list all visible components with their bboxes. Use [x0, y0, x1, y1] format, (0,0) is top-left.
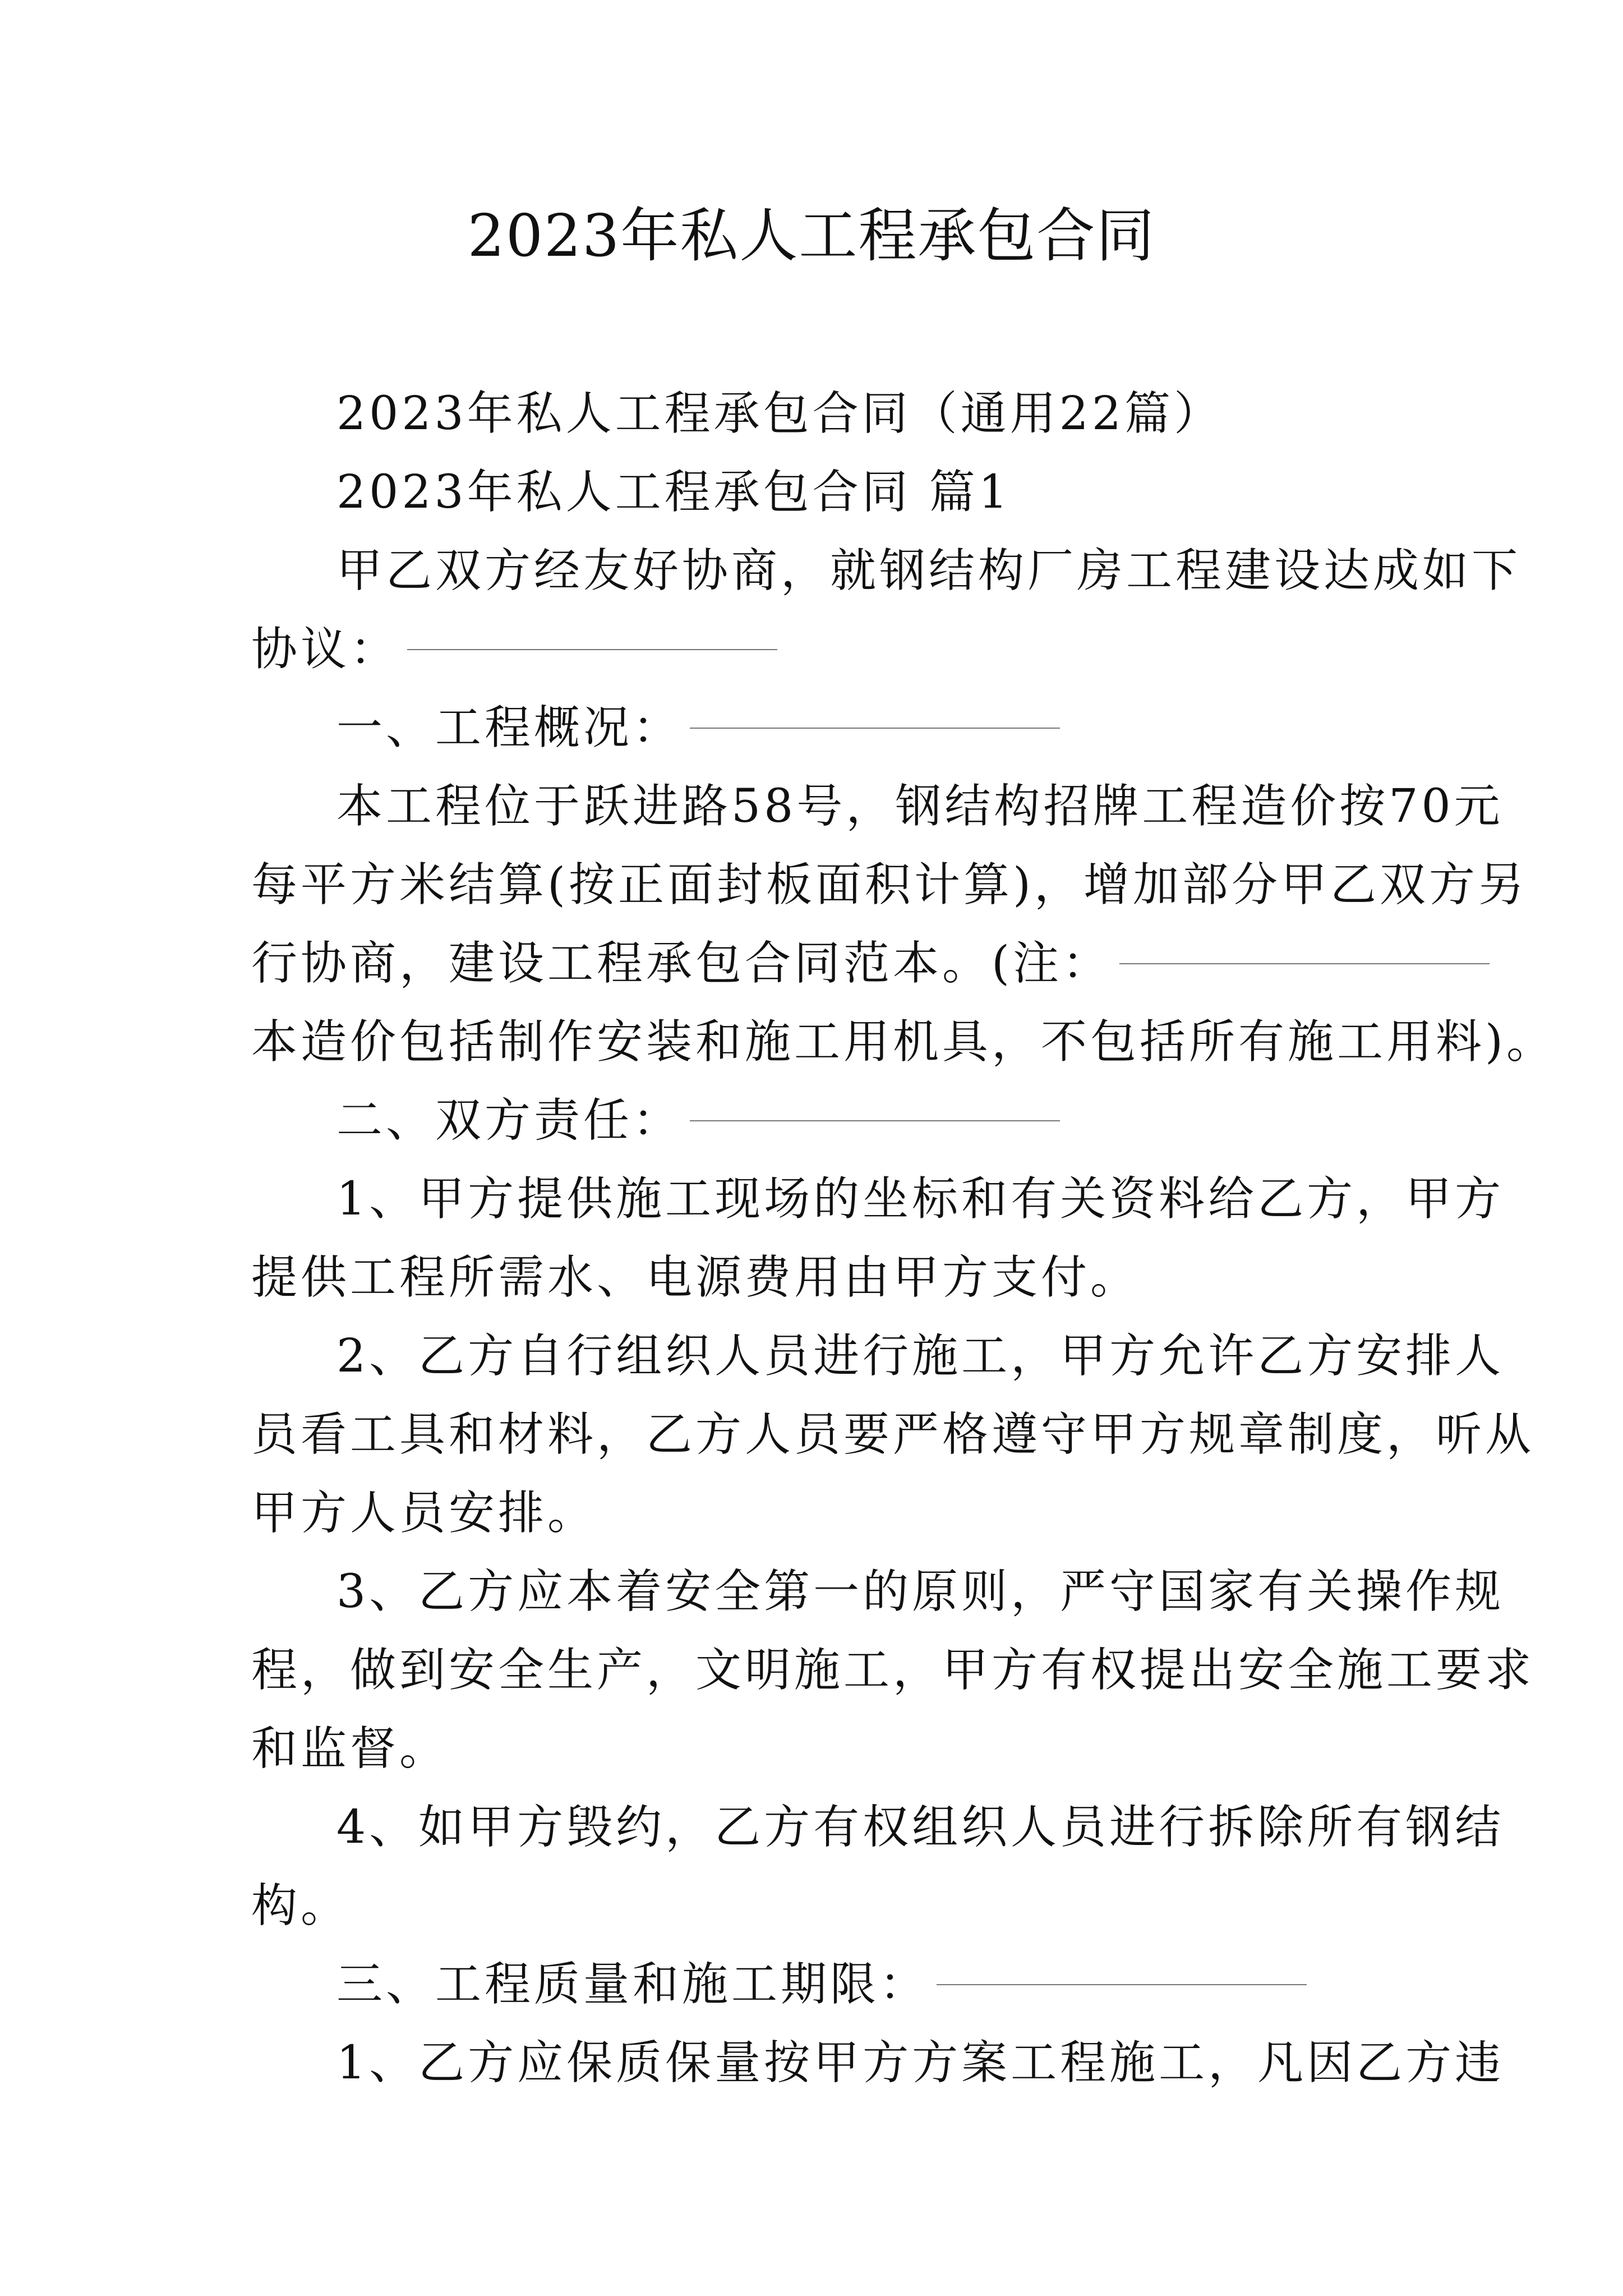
document-title: 2023年私人工程承包合同	[467, 201, 1156, 270]
fill-in-blank	[937, 1983, 1307, 1985]
fill-in-blank	[407, 648, 777, 650]
paragraph-line	[251, 1239, 1384, 1317]
line-text: 三、工程质量和施工期限：	[336, 1958, 929, 2011]
line-text: 3、乙方应本着安全第一的原则，严守国家有关操作规	[336, 1565, 1505, 1618]
line-text: 和监督。	[251, 1722, 449, 1775]
fill-in-blank	[690, 726, 1060, 729]
paragraph-line	[251, 1788, 1505, 1867]
paragraph-line	[251, 1710, 1384, 1788]
line-text: 2、乙方自行组织人员进行施工，甲方允许乙方安排人	[336, 1329, 1505, 1383]
paragraph-line	[251, 1317, 1505, 1396]
line-text: 提供工程所需水、电源费用由甲方支付。	[251, 1251, 1140, 1304]
paragraph-line	[251, 1553, 1505, 1631]
line-text: 程，做到安全生产，文明施工，甲方有权提出安全施工要求	[251, 1644, 1535, 1697]
paragraph-line	[251, 1160, 1505, 1239]
line-text: 构。	[251, 1879, 351, 1932]
paragraph-line	[251, 453, 1384, 532]
paragraph-line	[251, 1945, 1384, 2024]
paragraph-line	[251, 1003, 1556, 1082]
line-text: 2023年私人工程承包合同 篇1	[336, 466, 1011, 519]
line-text: 员看工具和材料，乙方人员要严格遵守甲方规章制度，听从	[251, 1408, 1535, 1461]
paragraph-line	[251, 1082, 1384, 1160]
paragraph-line	[251, 689, 1384, 767]
line-text: 行协商，建设工程承包合同范本。(注：	[251, 937, 1112, 990]
paragraph-line	[251, 1474, 1384, 1553]
line-text: 1、甲方提供施工现场的坐标和有关资料给乙方，甲方	[336, 1172, 1505, 1226]
line-text: 2023年私人工程承包合同（通用22篇）	[336, 387, 1224, 440]
line-text: 一、工程概况：	[336, 701, 683, 754]
paragraph-line	[251, 375, 1384, 453]
paragraph-line	[251, 846, 1528, 924]
paragraph-line	[251, 1631, 1535, 1710]
fill-in-blank	[1119, 962, 1490, 964]
fill-in-blank	[690, 1119, 1060, 1121]
line-text: 本工程位于跃进路58号，钢结构招牌工程造价按70元	[336, 780, 1504, 833]
paragraph-line	[251, 1867, 1384, 1945]
line-text: 4、如甲方毁约，乙方有权组织人员进行拆除所有钢结	[336, 1801, 1505, 1854]
line-text: 1、乙方应保质保量按甲方方案工程施工，凡因乙方违	[336, 2036, 1505, 2090]
line-text: 甲方人员安排。	[251, 1487, 597, 1540]
line-text: 协议：	[251, 623, 400, 676]
paragraph-line	[251, 767, 1504, 846]
paragraph-line	[251, 1396, 1535, 1474]
line-text: 甲乙双方经友好协商，就钢结构厂房工程建设达成如下	[336, 544, 1521, 597]
document-body	[251, 375, 1556, 2102]
paragraph-line	[251, 2024, 1505, 2102]
paragraph-line	[251, 610, 1384, 689]
paragraph-line	[251, 532, 1521, 610]
paragraph-line	[251, 924, 1384, 1003]
line-text: 二、双方责任：	[336, 1094, 683, 1147]
line-text: 每平方米结算(按正面封板面积计算)，增加部分甲乙双方另	[251, 858, 1528, 912]
line-text: 本造价包括制作安装和施工用机具，不包括所有施工用料)。	[251, 1015, 1556, 1069]
